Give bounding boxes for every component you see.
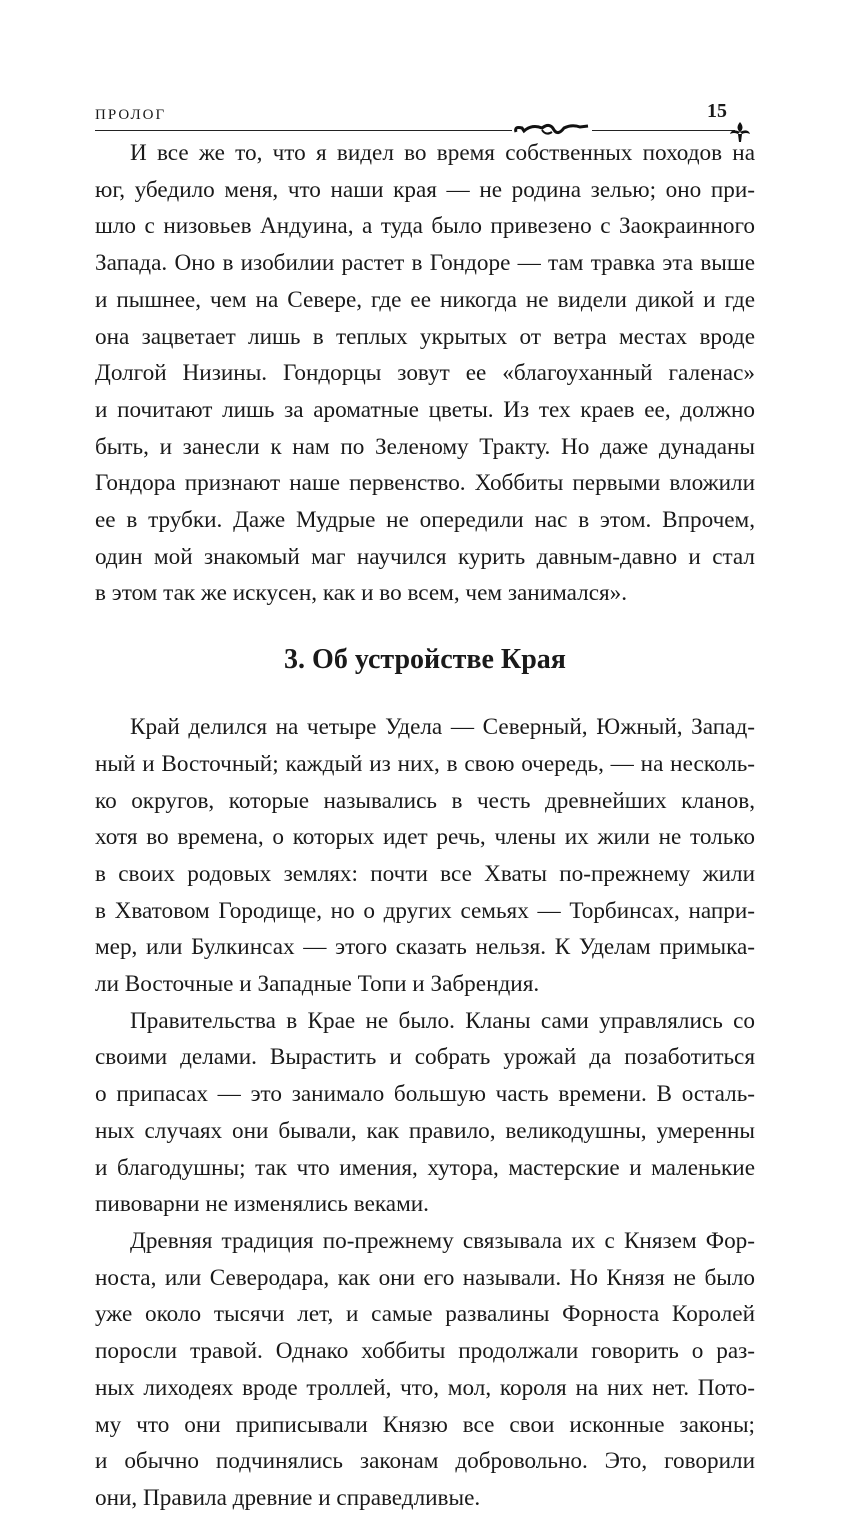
text-line: носта, или Северодара, как они его называли. Но Князя не было xyxy=(95,1264,755,1291)
paragraph xyxy=(95,1003,755,1223)
text-line: быть, и занесли к нам по Зеленому Тракту. Но даже дунаданы xyxy=(95,433,755,460)
text-line: Гондора признают наше первенство. Хоббиты первыми вложили xyxy=(95,470,755,497)
page-body xyxy=(95,135,755,1517)
text-line: юг, убедило меня, что наши края — не родина зелью; оно при- xyxy=(95,176,755,203)
text-line: Запада. Оно в изобилии растет в Гондоре — там травка эта выше xyxy=(95,250,755,277)
text-line: И все же то, что я видел во время собственных походов на xyxy=(130,140,755,166)
text-line: поросли травой. Однако хоббиты продолжали говорить о раз- xyxy=(95,1338,755,1365)
text-line: в своих родовых землях: почти все Хваты по-прежнему жили xyxy=(95,860,755,887)
text-line: ли Восточные и Западные Топи и Забрендия. xyxy=(95,971,540,998)
page-number: 15 xyxy=(707,100,727,122)
text-line: и почитают лишь за ароматные цветы. Из тех краев ее, должно xyxy=(95,396,755,423)
running-title: ПРОЛОГ xyxy=(95,107,167,123)
text-line: Правительства в Крае не было. Кланы сами управлялись со xyxy=(130,1007,755,1034)
text-line: и обычно подчинялись законам добровольно. Это, говорили xyxy=(95,1448,755,1475)
text-line: и благодушны; так что имения, хутора, мастерские и маленькие xyxy=(95,1154,755,1181)
text-line: мер, или Булкинсах — этого сказать нельзя. К Уделам примыка- xyxy=(95,934,755,961)
text-line: один мой знакомый маг научился курить давным-давно и стал xyxy=(95,543,755,570)
text-line: своими делами. Вырастить и собрать урожай да позаботиться xyxy=(95,1044,755,1071)
text-line: ных лиходеях вроде троллей, что, мол, короля на них нет. Пото- xyxy=(95,1374,755,1401)
text-line: Долгой Низины. Гондорцы зовут ее «благоуханный галенас» xyxy=(95,360,755,387)
text-line: Край делился на четыре Удела — Северный, Южный, Запад- xyxy=(130,714,755,741)
text-line: пивоварни не изменялись веками. xyxy=(95,1191,429,1218)
text-line: и пышнее, чем на Севере, где ее никогда не видели дикой и где xyxy=(95,286,755,313)
text-line: о припасах — это занимало большую часть времени. В осталь- xyxy=(95,1081,755,1108)
section-heading: 3. Об устройстве Края xyxy=(284,644,566,676)
text-line: в Хватовом Городище, но о других семьях — Торбинсах, напри- xyxy=(95,897,755,924)
text-line: уже около тысячи лет, и самые развалины Форноста Королей xyxy=(95,1301,755,1328)
paragraph xyxy=(95,1223,755,1517)
text-line: ный и Восточный; каждый из них, в свою очередь, — на несколь- xyxy=(95,750,755,777)
text-line: му что они приписывали Князю все свои исконные законы; xyxy=(95,1411,755,1438)
text-line: шло с низовьев Андуина, а туда было привезено с Заокраинного xyxy=(95,213,755,240)
paragraph xyxy=(95,135,755,612)
text-line: в этом так же искусен, как и во всем, чем занимался». xyxy=(95,580,628,607)
text-line: она зацветает лишь в теплых укрытых от ветра местах вроде xyxy=(95,323,755,350)
text-line: ко округов, которые назывались в честь древнейших кланов, xyxy=(95,787,755,814)
text-line: хотя во времена, о которых идет речь, члены их жили не только xyxy=(95,824,755,851)
header-rule xyxy=(95,130,735,131)
paragraph xyxy=(95,709,755,1003)
text-line: Древняя традиция по-прежнему связывала их с Князем Фор- xyxy=(130,1227,755,1254)
text-line: они, Правила древние и справедливые. xyxy=(95,1484,481,1511)
text-line: ее в трубки. Даже Мудрые не опередили нас в этом. Впрочем, xyxy=(95,507,755,534)
text-line: ных случаях они бывали, как правило, великодушны, умеренны xyxy=(95,1117,755,1144)
